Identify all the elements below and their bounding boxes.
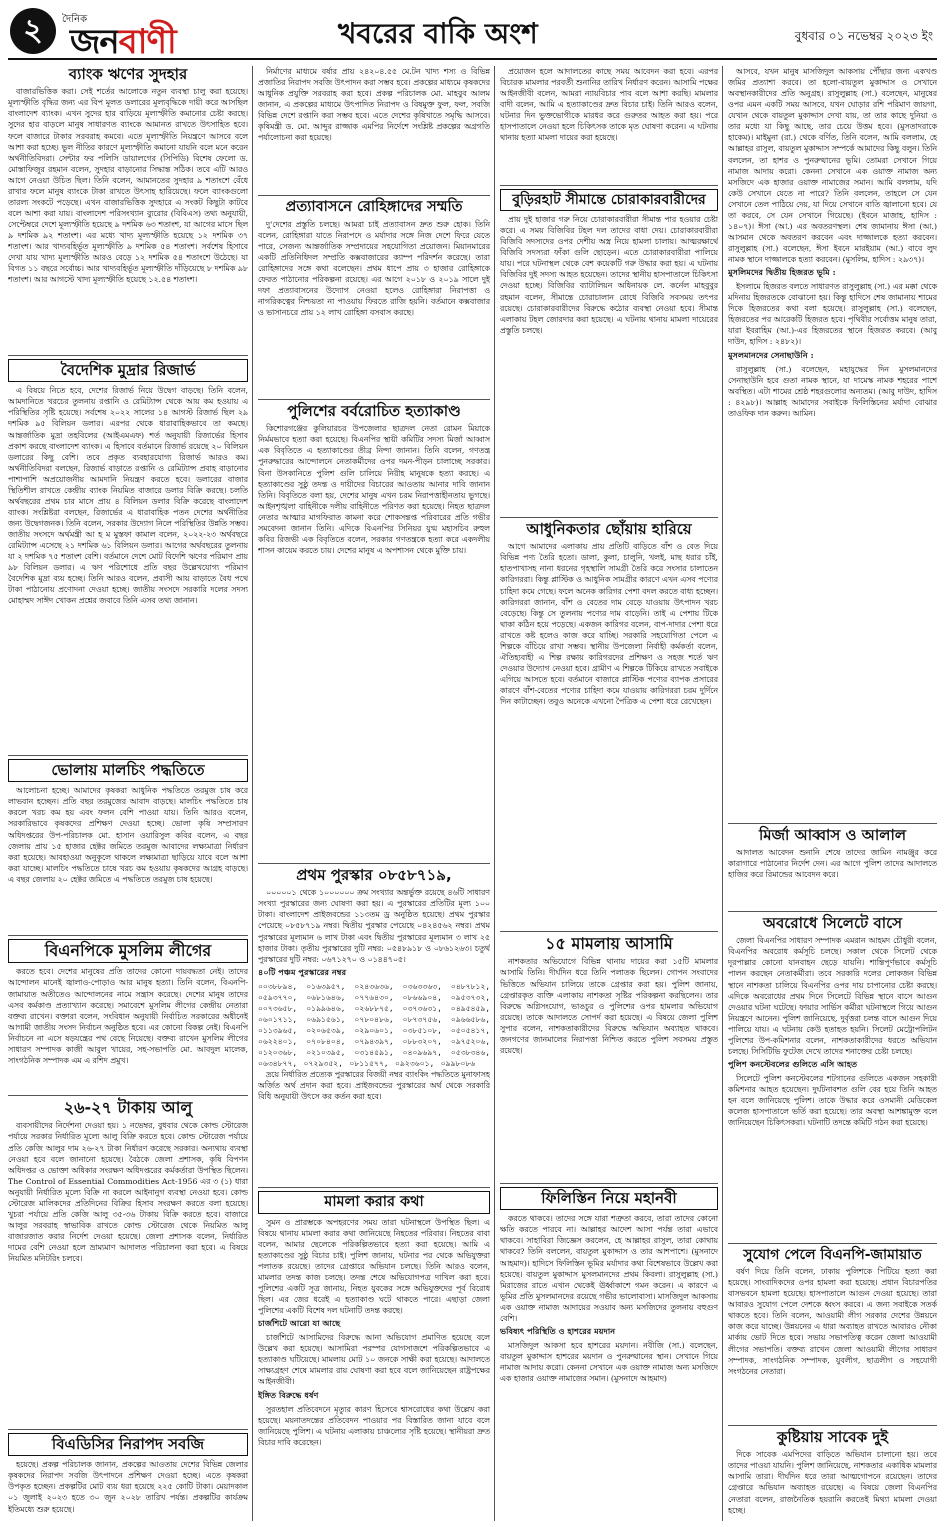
subheading: পুলিশ কনস্টেবলের গুলিতে এসি আহত	[728, 1058, 858, 1069]
story-rohingya	[258, 192, 490, 392]
logo-name-part1: জন	[70, 22, 119, 62]
headline: ব্যাংক ঋণের সুদহার	[68, 66, 188, 83]
subheading: মুসলমানদের সেনাছাউনি :	[728, 349, 814, 360]
story-body: দু'দেশের প্রস্তুতি চলছে। আমরা চাই প্রত্যাবাসন দ্রুত শুরু হোক। তিনি বলেন, রোহিঙ্গারা যাতে নিরাপদে ও মর্যাদার সঙ্গে নিজ দেশে ফিরে যেতে পারে, সেজন্য আন্তর্জাতিক সম্প্রদায়ের সহযোগিতা প্রয়োজন। মিয়ানমারের একটি প্রতিনিধিদল সম্প্রতি কক্সবাজারের ক্যাম্প পরিদর্শন করেছে। তারা রোহিঙ্গাদের সঙ্গে কথা বলেছেন। প্রথম ধাপে প্রায় ৩ হাজার রোহিঙ্গাকে ফেরত পাঠানোর পরিকল্পনা রয়েছে। এর আগে ২০১৮ ও ২০১৯ সালে দুই দফা প্রত্যাবাসনের উদ্যোগ নেওয়া হলেও রোহিঙ্গারা নিরাপত্তা ও নাগরিকত্বের নিশ্চয়তা না পাওয়ায় ফিরতে রাজি হয়নি। বর্তমানে কক্সবাজার ও ভাসানচরে প্রায় ১২ লাখ রোহিঙ্গা বসবাস করছে।	[258, 219, 490, 318]
subheading: ইঙ্গিত বিরুদ্ধে ধর্ষণ	[258, 1389, 319, 1400]
headline: অবরোধে সিলেটে বাসে	[762, 914, 903, 932]
story-body: প্রয়োজন হলে আদালতের কাছে সময় আবেদন করা হবে। এরপর বিচারক মামলার পরবর্তী শুনানির তারিখ নির্ধারণ করেন। আসামি পক্ষের আইনজীবী বলেন, আমরা ন্যায়বিচার পাব বলে আশা করছি। মামলার বাদী বলেন, আমি এ হত্যাকাণ্ডের দ্রুত বিচার চাই। তিনি আরও বলেন, ঘটনার দিন ভুক্তভোগীকে মারধর করে গুরুতর আহত করা হয়। পরে হাসপাতালে নেওয়া হলে চিকিৎসক তাকে মৃত ঘোষণা করেন। এ ঘটনায় থানায় হত্যা মামলা দায়ের করা হয়েছে।	[500, 67, 718, 143]
story-bank-interest	[8, 66, 248, 348]
section-title: খবরের বাকি অংশ	[338, 17, 538, 50]
story-case-filing	[258, 1184, 490, 1521]
story-potato-price	[8, 1092, 248, 1422]
column-divider	[494, 66, 495, 1521]
headline: ফিলিস্তিন নিয়ে মহানবী	[500, 1187, 718, 1210]
logo-name	[70, 16, 176, 73]
story-body: রাসুলুল্লাহ (সা.) বলেছেন, মহাযুদ্ধের দিন মুসলমানদের সেনাছাউনি হবে গুতা নামক স্থানে, যা দামেস্ক নামক শহরের পাশে অবস্থিত। এটা শামের শ্রেষ্ঠ শহরগুলোর অন্যতম। (আবু দাউদ, হাদিস : ৪২৯৮)। আল্লাহ আমাদের সবাইকে ফিলিস্তিনের মর্যাদা বোঝার তাওফিক দান করুন। আমিন।	[728, 364, 937, 418]
story-continued-vegetable	[258, 66, 490, 188]
logo-name-part2: বাণী	[118, 22, 176, 62]
story-body: আসবে, যখন মানুষ মাসজিদুল আকসায় পৌঁছার জন্য একখণ্ড জমির প্রত্যাশা করবে। তা হলো-বায়তুল মুকাদ্দাস ও সেখানে অবস্থানকারীদের প্রতি অনুগ্রহ। রাসুলুল্লাহ (সা.) বলেছেন, মানুষের ওপর এমন একটি সময় আসবে, যখন ঘোড়ার রশি পরিমাণ জায়গা, যেখান থেকে বায়তুল মুকাদ্দাস দেখা যায়, তা তার কাছে দুনিয়া ও তার মধ্যে যা কিছু আছে, তার চেয়ে উত্তম হবে। (মুসতাদরাকে হাকেম)। মাইমুনা (রা.) থেকে বর্ণিত, তিনি বলেন, আমি বললাম, হে আল্লাহর রাসুল, বায়তুল মুকাদ্দাস সম্পর্কে আমাদের কিছু বলুন। তিনি বললেন, তা হাশর ও পুনরুত্থানের ভূমি। তোমরা সেখানে গিয়ে নামাজ আদায় করো। কেননা সেখানে এক ওয়াক্ত নামাজ অন্য মসজিদে এক হাজার ওয়াক্ত নামাজের সমান। আমি বললাম, যদি কেউ সেখানে যেতে না পারে? তিনি বললেন, তাহলে সে যেন সেখানে তেল পাঠিয়ে দেয়, যা দিয়ে সেখানে বাতি জ্বালানো হবে। যে তা করবে, সে যেন সেখানে গিয়েছে। (ইবনে মাজাহ, হাদিস : ১৪০৭)। ঈসা (আ.) এর অবতরণস্থল। শেষ জামানায় ঈসা (আ.) আসমান থেকে অবতরণ করবেন এবং দাজ্জালকে হত্যা করবেন। রাসুলুল্লাহ (সা.) বলেছেন, ঈসা ইবনে মারইয়াম (আ.) বাবে লুদ নামক স্থানে দাজ্জালকে হত্যা করবেন। (মুসলিম, হাদিস : ২৯৩৭)।	[728, 67, 937, 265]
headline: বৈদেশিক মুদ্রার রিজার্ভ	[8, 359, 248, 382]
headline: ২৬-২৭ টাকায় আলু	[63, 1098, 193, 1117]
prize-list-heading: ৪০টি পঞ্চম পুরস্কারের নম্বর	[258, 966, 347, 977]
headline: মির্জা আব্বাস ও আলাল	[758, 826, 907, 844]
story-body: করতে হবে। দেশের মানুষের প্রতি তাদের কোনো দায়বদ্ধতা নেই। তাদের আন্দোলন মানেই জ্বালাও-পোড়াও আর মানুষ হত্যা। তিনি বলেন, বিএনপি-জামায়াত অতীতেও আন্দোলনের নামে সন্ত্রাস করেছে। দেশের মানুষ তাদের এসব কর্মকাণ্ড প্রত্যাখ্যান করেছে। সমাবেশে মুসলিম লীগের কেন্দ্রীয় নেতারা বক্তব্য রাখেন। বক্তারা বলেন, সংবিধান অনুযায়ী নির্বাচিত সরকারের অধীনেই আগামী জাতীয় সংসদ নির্বাচন অনুষ্ঠিত হবে। এর কোনো বিকল্প নেই। বিএনপি নির্বাচনে না এসে ষড়যন্ত্রের পথ বেছে নিয়েছে। বক্তব্য রাখেন মুসলিম লীগের সাধারণ সম্পাদক কাজী আবুল খায়ের, সহ-সভাপতি মো. আবদুল মালেক, সাংগঠনিক সম্পাদক এম এ রশিদ প্রমুখ।	[8, 967, 248, 1065]
column-divider	[722, 66, 723, 1521]
story-police-killing	[258, 396, 490, 856]
story-bhola-mulching	[8, 752, 248, 928]
story-bamboo-craft	[500, 514, 718, 924]
headline: ভোলায় মালচিং পদ্ধতিতে	[8, 759, 248, 782]
subheading: ভবিষ্যৎ পরিস্থিতি ও হাশরের ময়দান	[500, 1325, 616, 1336]
story-body: দ্রয়ে নির্ধারিত প্রত্যেক পুরস্কারের বিজয়ী নম্বর ব্যাংকিং পদ্ধতিতে মুনাফাসহ অর্জিত অর্থ প্রদান করা হবে। প্রাইজবন্ডের পুরস্কারের অর্থ থেকে সরকারি বিধি অনুযায়ী উৎসে কর কর্তন করা হবে।	[258, 1069, 490, 1101]
story-bnp-jamaat	[728, 1240, 937, 1418]
story-forex-reserve	[8, 352, 248, 748]
story-body: বাজারভিত্তিক করা। সেই শর্তের আলোকে নতুন ব্যবস্থা চালু করা হয়েছে। মূল্যস্ফীতি বৃদ্ধির জন্য এর বিপ মূলত ডলারের মূল্যবৃদ্ধিকে দায়ী করে আসছিল বাংলাদেশ ব্যাংক। এখন সুদের হার বাড়িয়ে মূল্যস্ফীতি কমানোর চেষ্টা করছে। সুদের হার বাড়লে মানুষ সাধারণত ব্যাংকে আমানত রাখতে উৎসাহিত হবে। ফলে বাজারে টাকার সরবরাহ কমবে। এতে মূল্যস্ফীতি নিয়ন্ত্রণে আসবে বলে আশা করা হচ্ছে। ভুল নীতির কারণে মূল্যস্ফীতি কমানো যায়নি বলে মনে করেন অর্থনীতিবিদরা। সেন্টার ফর পলিসি ডায়ালগের (সিপিডি) বিশেষ ফেলো ড. মোস্তাফিজুর রহমান বলেন, সুদহার বাড়ানোর সিদ্ধান্ত সঠিক। তবে এটি আরও আগে নেওয়া উচিত ছিল। তিনি বলেন, আমানতের সুদহার ৯ শতাংশে বেঁধে রাখার ফলে মানুষ ব্যাংকে টাকা রাখতে উৎসাহ হারিয়েছে। ফলে ব্যাংকগুলো তারল্য সংকটে পড়েছে। এখন বাজারভিত্তিক সুদহারে এ সংকট কিছুটা কাটবে বলে আশা করা যায়। বাংলাদেশ পরিসংখ্যান ব্যুরোর (বিবিএস) তথ্য অনুযায়ী, সেপ্টেম্বরে দেশে মূল্যস্ফীতি হয়েছে ৯ দশমিক ৬৩ শতাংশ, যা আগের মাসে ছিল ৯ দশমিক ৯২ শতাংশ। এর মধ্যে খাদ্য মূল্যস্ফীতি হয়েছে ১২ দশমিক ৩৭ শতাংশ। আর খাদ্যবহির্ভূত মূল্যস্ফীতি ৯ দশমিক ৫৪ শতাংশ। সর্বশেষ হিসাবে দেখা যায় খাদ্য মূল্যস্ফীতি আরও বেড়ে ১২ দশমিক ৫৪ শতাংশে উঠেছে। যা বিগত ১১ বছরে সর্বোচ্চ। আর খাদ্যবহির্ভূত মূল্যস্ফীতি দাঁড়িয়েছে ৮ দশমিক ৯৮ শতাংশ। আর আগস্টে খাদ্য মূল্যস্ফীতি হয়েছে ১২.৫৪ শতাংশ।	[8, 87, 248, 285]
prize-number-list: ০০৩৮৮৯৪, ০১৬৩৯৫৭, ০২৪৩৬৩৬, ০৩৬৩৩৬৩, ০৪৮৭৮১২, ০৫৯৩৭৭০, ০৬৮১৬৪৬, ০৭৭৬৪৩০, ০৮৬৬৯০৪, ০৯৫৩৭৩২, ০০৭৩৬৫৮, ০১৯৯৬৪৬, ০২৬৮৮৭৫, ০৩৭৩৬৩১, ০৪৯৫৪৫৯, ০৬০১৭১১, ০৬৯১৫৬১, ০৭৮০৪৮৬, ০৮৭৩৭৫৬, ০৯৬৬৫৮৬, ০১১৩৯৬৫, ০২০৬৫৩৯, ০২৯০৬০১, ০৩৮৫১০৮, ০৫০৫৪১৭, ০৬২২৪০১, ০৭০৮৪০৪, ০৭৯৪৩৯৭, ০৮৮৩২০৭, ০৯৭৫২০৬, ০১২০৩৬৮, ০২১০৩৯৫, ০৩১৪৫৯১, ০৪০৯৬৯৭, ০৫৩৮৩৪৬, ০৬৩৪৮৭৭, ০৭২৯৩৫২, ০৮১১৫৭৭, ০৯২৩৬০১, ০৯৯৮০৮৬	[258, 981, 490, 1068]
column-2	[258, 66, 490, 1521]
story-palestine-prophet	[500, 1180, 718, 1521]
story-continued-court	[500, 66, 718, 178]
story-body: ইসলামে হিজরত বলতে সাধারণত রাসুলুল্লাহ (সা.) এর মক্কা থেকে মদিনায় হিজরতকে বোঝানো হয়। কিন্তু হাদিসে শেষ জামানায় শামের দিকে হিজরতের কথা বলা হয়েছে। রাসুলুল্লাহ (সা.) বলেছেন, হিজরতের পর আরেকটি হিজরত হবে। পৃথিবীর সর্বোত্তম মানুষ তারা, যারা ইবরাহিম (আ.)-এর হিজরতের স্থানে হিজরত করবে। (আবু দাউদ, হাদিস : ২৪৮২)।	[728, 282, 937, 347]
story-border-smugglers	[500, 182, 718, 510]
story-body: বর্ষণ দিয়ে তিনি বলেন, ঢাকায় পুলিশকে পিটিয়ে হত্যা করা হয়েছে। সাংবাদিকদের ওপর হামলা করা হয়েছে। প্রধান বিচারপতির বাসভবনে হামলা হয়েছে। হাসপাতালে আগুন দেওয়া হয়েছে। তারা আবারও সুযোগ পেলে দেশকে ধ্বংস করবে। এ জন্য সবাইকে সতর্ক থাকতে হবে। তিনি বলেন, আওয়ামী লীগ সরকার দেশের উন্নয়নে কাজ করে যাচ্ছে। উন্নয়নের এ ধারা অব্যাহত রাখতে আবারও নৌকা মার্কায় ভোট দিতে হবে। সভায় সভাপতিত্ব করেন জেলা আওয়ামী লীগের সভাপতি। বক্তব্য রাখেন জেলা আওয়ামী লীগের সাধারণ সম্পাদক, সাংগঠনিক সম্পাদক, যুবলীগ, ছাত্রলীগ ও সহযোগী সংগঠনের নেতারা।	[728, 1267, 937, 1376]
headline: আধুনিকতার ছোঁয়ায় হারিয়ে	[526, 520, 692, 538]
headline: মামলা করার কথা	[258, 1191, 490, 1214]
story-body: সুরতহাল প্রতিবেদনে মৃত্যুর কারণ হিসেবে শ্বাসরোধের কথা উল্লেখ করা হয়েছে। ময়নাতদন্তের প্রতিবেদন পাওয়ার পর বিস্তারিত জানা যাবে বলে জানিয়েছে পুলিশ। এ ঘটনায় এলাকায় চাঞ্চল্যের সৃষ্টি হয়েছে। স্থানীয়রা দ্রুত বিচার দাবি করেছেন।	[258, 1404, 490, 1447]
headline: প্রত্যাবাসনে রোহিঙ্গাদের সম্মতি	[285, 199, 463, 215]
story-15-cases	[500, 928, 718, 1176]
story-body: ব্যবসায়ীদের নির্দেশনা দেওয়া হয়। ১ নভেম্বর, বুধবার থেকে কোল্ড স্টোরেজ পর্যায়ে সরকার নির্ধারিত মূল্যে আলু বিক্রি করতে হবে। কোল্ড স্টোরেজ পর্যায়ে প্রতি কেজি আলুর দাম ২৬-২৭ টাকা নির্ধারণ করেছে সরকার। অন্যথায় ব্যবস্থা নেওয়া হবে বলে জানানো হয়েছে। বৈঠকে জেলা প্রশাসক, কৃষি বিপণন অধিদপ্তর ও ভোক্তা অধিকার সংরক্ষণ অধিদপ্তরের কর্মকর্তারা উপস্থিত ছিলেন। The Control of Essential Commodities Act-1956 এর ৩ (১) ধারা অনুযায়ী নির্ধারিত মূল্যে বিক্রি না করলে আইনানুগ ব্যবস্থা নেওয়া হবে। কোল্ড স্টোরেজ মালিকদের প্রতিদিনের বিক্রির হিসাব সংরক্ষণ করতে বলা হয়েছে। খুচরা পর্যায়ে প্রতি কেজি আলু ৩৫-৩৬ টাকায় বিক্রি করতে হবে। বাজারে আলুর সরবরাহ স্বাভাবিক রাখতে কোল্ড স্টোরেজ থেকে নিয়মিত আলু বাজারজাত করার নির্দেশ দেওয়া হয়েছে। জেলা প্রশাসক বলেন, নির্ধারিত দামের বেশি নেওয়া হলে ভ্রাম্যমাণ আদালত পরিচালনা করা হবে। এ বিষয়ে নিয়মিত মনিটরিং চলবে।	[8, 1121, 248, 1264]
story-body: আদালত আবেদন শুনানি শেষে তাদের জামিন নামঞ্জুর করে কারাগারে পাঠানোর নির্দেশ দেন। এর আগে পুলিশ তাদের আদালতে হাজির করে রিমান্ডের আবেদন করে।	[728, 848, 937, 880]
publication-date: বুধবার ০১ নভেম্বর ২০২৩ ইং	[794, 29, 933, 43]
headline: প্রথম পুরস্কার ০৮৫৮৭১৯,	[296, 866, 452, 884]
story-body: করতে থাকবে। তাদের সঙ্গে যারা শত্রুতা করবে, তারা তাদের কোনো ক্ষতি করতে পারবে না। আল্লাহর আদেশ আসা পর্যন্ত তারা এভাবে থাকবে। সাহাবিরা জিজ্ঞেস করলেন, হে আল্লাহর রাসুল, তারা কোথায় থাকবে? তিনি বললেন, বায়তুল মুকাদ্দাস ও তার আশপাশে। (মুসনাদে আহমাদ)। হাদিসে ফিলিস্তিন ভূমির মর্যাদার কথা বিশেষভাবে উল্লেখ করা হয়েছে। বায়তুল মুকাদ্দাস মুসলমানদের প্রথম কিবলা। রাসুলুল্লাহ (সা.) মিরাজের রাতে এখান থেকেই ঊর্ধ্বাকাশে গমন করেন। এ কারণে এ ভূমির প্রতি মুসলমানদের রয়েছে গভীর ভালোবাসা। মাসজিদুল আকসায় এক ওয়াক্ত নামাজ আদায়ের সওয়াব অন্য মসজিদের তুলনায় বহুগুণ বেশি।	[500, 1214, 718, 1323]
headline: বুড়িরহাট সীমান্তে চোরাকারবারীদের	[500, 189, 718, 211]
headline: সুযোগ পেলে বিএনপি-জামায়াত	[743, 1247, 922, 1263]
story-continued-palestine	[728, 66, 937, 816]
story-muslim-league	[8, 932, 248, 1088]
subheading: মুসলিমদের দ্বিতীয় হিজরত ভূমি :	[728, 267, 836, 278]
story-body: সিলেটে পুলিশ কনস্টেবলের শটগানের গুলিতে একজন সহকারী কমিশনার আহত হয়েছেন। দুর্ঘটনাবশত গুলি বের হয়ে তিনি আহত হন বলে জানিয়েছে পুলিশ। তাকে উদ্ধার করে ওসমানী মেডিকেল কলেজ হাসপাতালে ভর্তি করা হয়েছে। তার অবস্থা আশঙ্কামুক্ত বলে জানিয়েছেন চিকিৎসকরা। ঘটনাটি তদন্তে কমিটি গঠন করা হয়েছে।	[728, 1073, 937, 1128]
column-3	[500, 66, 718, 1521]
column-1	[8, 66, 248, 1521]
column-4	[728, 66, 937, 1521]
story-body: আলোচনা হচ্ছে। আমাদের কৃষকরা আধুনিক পদ্ধতিতে তরমুজ চাষ করে লাভবান হচ্ছেন। প্রতি বছর তরমুজের আবাদ বাড়ছে। মালচিং পদ্ধতিতে চাষ করলে খরচ কম হয় এবং ফলন বেশি পাওয়া যায়। তিনি আরও বলেন, সরকারিভাবে কৃষকদের প্রশিক্ষণ দেওয়া হচ্ছে। ভোলা কৃষি সম্প্রসারণ অধিদপ্তরের উপ-পরিচালক মো. হাসান ওয়ারিসুল কবির বলেন, এ বছর জেলায় প্রায় ১৫ হাজার হেক্টর জমিতে তরমুজ আবাদের লক্ষ্যমাত্রা নির্ধারণ করা হয়েছে। আবহাওয়া অনুকূলে থাকলে লক্ষ্যমাত্রা ছাড়িয়ে যাবে বলে আশা করা যাচ্ছে। মালচিং পদ্ধতিতে চাষে খরচ কম হওয়ায় কৃষকদের আগ্রহ বাড়ছে। এ বছর জেলায় ২০ হেক্টর জমিতে এ পদ্ধতিতে তরমুজ চাষ হয়েছে।	[8, 786, 248, 884]
story-body: নাশকতার অভিযোগে বিভিন্ন থানায় দায়ের করা ১৫টি মামলার আসামি তিনি। দীর্ঘদিন ধরে তিনি পলাতক ছিলেন। গোপন সংবাদের ভিত্তিতে অভিযান চালিয়ে তাকে গ্রেপ্তার করা হয়। পুলিশ জানায়, গ্রেপ্তারকৃত ব্যক্তি এলাকায় নাশকতা সৃষ্টির পরিকল্পনা করছিলেন। তার বিরুদ্ধে অগ্নিসংযোগ, ভাঙচুর ও পুলিশের ওপর হামলার অভিযোগ রয়েছে। তাকে আদালতে সোপর্দ করা হয়েছে। এ বিষয়ে জেলা পুলিশ সুপার বলেন, নাশকতাকারীদের বিরুদ্ধে অভিযান অব্যাহত থাকবে। জনগণের জানমালের নিরাপত্তা নিশ্চিত করতে পুলিশ সবসময় প্রস্তুত রয়েছে।	[500, 957, 718, 1055]
subheading: চার্জশিটে আরো যা আছে	[258, 1318, 341, 1329]
story-body: প্রায় দুই হাজার গরু নিয়ে চোরাকারবারীরা সীমান্ত পার হওয়ার চেষ্টা করে। এ সময় বিজিবির টহল দল তাদের বাধা দেয়। চোরাকারবারীরা বিজিবি সদস্যদের ওপর দেশীয় অস্ত্র নিয়ে হামলা চালায়। আত্মরক্ষার্থে বিজিবি সদস্যরা ফাঁকা গুলি ছোড়েন। এতে চোরাকারবারীরা পালিয়ে যায়। পরে ঘটনাস্থল থেকে বেশ কয়েকটি গরু উদ্ধার করা হয়। এ ঘটনায় বিজিবির দুই সদস্য আহত হয়েছেন। তাদের স্থানীয় হাসপাতালে চিকিৎসা দেওয়া হচ্ছে। বিজিবির ব্যাটালিয়ন অধিনায়ক লে. কর্নেল মাহবুবুর রহমান বলেন, সীমান্তে চোরাচালান রোধে বিজিবি সবসময় তৎপর রয়েছে। চোরাকারবারীদের বিরুদ্ধে কঠোর ব্যবস্থা নেওয়া হবে। সীমান্ত এলাকায় টহল জোরদার করা হয়েছে। এ ঘটনায় থানায় মামলা দায়েরের প্রস্তুতি চলছে।	[500, 215, 718, 335]
story-prize-bond	[258, 860, 490, 1180]
masthead	[8, 6, 937, 60]
story-kushtia-former	[728, 1422, 937, 1521]
headline: ১৫ মামলায় আসামি	[545, 934, 673, 953]
column-divider	[252, 66, 253, 1521]
story-body: নির্মাণের মাধ্যমে বর্ষার প্রায় ২৪২০৪.৫৫ মে.টন খাদ্য শস্য ও বিভিন্ন প্রজাতির নিরাপদ সবজি উৎপাদন করা সম্ভব হবে। প্রকল্পের মাধ্যমে কৃষকদের আধুনিক প্রযুক্তি সরবরাহ করা হবে। প্রকল্প পরিচালক মো. মাহবুব আলম জানান, এ প্রকল্পের মাধ্যমে উৎপাদিত নিরাপদ ও বিষমুক্ত ফুল, ফল, সবজি বিভিন্ন দেশে রপ্তানি করা সম্ভব হবে। এতে দেশের কৃষিখাতে সমৃদ্ধি আসবে। কৃষিমন্ত্রী ড. মো. আব্দুর রাজ্জাক এমপির নির্দেশে সংশ্লিষ্ট প্রকল্পের অগ্রগতি পর্যালোচনা করা হয়েছে।	[258, 67, 490, 143]
story-body: জেলা বিএনপির সাধারণ সম্পাদক এমরান আহমদ চৌধুরী বলেন, বিএনপির অবরোধ কর্মসূচি চলছে। সকাল থেকে সিলেট থেকে দূরপাল্লার কোনো যানবাহন ছেড়ে যায়নি। শান্তিপূর্ণভাবে কর্মসূচি পালন করছেন নেতাকর্মীরা। তবে সরকারি দলের লোকজন বিভিন্ন স্থানে নাশকতা চালিয়ে বিএনপির ওপর দায় চাপানোর চেষ্টা করছে। এদিকে অবরোধের প্রথম দিনে সিলেটে বিভিন্ন স্থানে বাসে আগুন দেওয়ার ঘটনা ঘটেছে। ফায়ার সার্ভিস কর্মীরা ঘটনাস্থলে গিয়ে আগুন নিয়ন্ত্রণে আনেন। পুলিশ জানিয়েছে, দুর্বৃত্তরা চলন্ত বাসে আগুন দিয়ে পালিয়ে যায়। এ ঘটনায় কেউ হতাহত হয়নি। সিলেট মেট্রোপলিটন পুলিশের উপ-কমিশনার বলেন, নাশকতাকারীদের ধরতে অভিযান চলছে। সিসিটিভি ফুটেজ দেখে তাদের শনাক্তের চেষ্টা চলছে।	[728, 936, 937, 1056]
story-body: মাসজিদুল আকসা হবে হাশরের ময়দান। নবীজি (সা.) বলেছেন, বায়তুল মুকাদ্দাস হাশরের ময়দান ও পুনরুত্থানের স্থান। সেখানে গিয়ে নামাজ আদায় করো। কেননা সেখানে এক ওয়াক্ত নামাজ অন্য মসজিদে এক হাজার ওয়াক্ত নামাজের সমান। (মুসনাদে আহমাদ)	[500, 1340, 718, 1384]
story-body: চার্জশিটে আসামিদের বিরুদ্ধে আনা অভিযোগ প্রমাণিত হয়েছে বলে উল্লেখ করা হয়েছে। আসামিরা পরস্পর যোগসাজশে পরিকল্পিতভাবে এ হত্যাকাণ্ড ঘটিয়েছে। মামলায় মোট ১০ জনকে সাক্ষী করা হয়েছে। আদালতে সাক্ষ্যগ্রহণ শেষে মামলার রায় ঘোষণা করা হবে বলে জানিয়েছেন রাষ্ট্রপক্ষের আইনজীবী।	[258, 1333, 490, 1387]
logo-daily-label: দৈনিক	[62, 14, 88, 25]
headline: বিএডিসির নিরাপদ সবজি	[8, 1433, 248, 1456]
headline: পুলিশের বর্বরোচিত হত্যাকাণ্ড	[287, 402, 461, 420]
story-sylhet-blockade	[728, 908, 937, 1236]
page-number: ২	[10, 8, 56, 54]
story-body: হয়েছে। প্রকল্প পরিচালক জানান, প্রকল্পের আওতায় দেশের বিভিন্ন জেলার কৃষকদের নিরাপদ সবজি উৎপাদনে প্রশিক্ষণ দেওয়া হচ্ছে। এতে কৃষকরা উপকৃত হচ্ছেন। প্রকল্পটির মোট ব্যয় ধরা হয়েছে ২২৫ কোটি টাকা। মেয়াদকাল ০১ জুলাই ২০২৩ হতে ৩০ জুন ২০২৮ তারিখ পর্যন্ত। প্রকল্পটির কার্যক্রম ইতিমধ্যে শুরু হয়েছে।	[8, 1460, 248, 1514]
story-body: এ বিষয়ে নিতে হবে, দেশের রিজার্ভ নিয়ে উদ্বেগ বাড়ছে। তিনি বলেন, আমদানিতে খরচের তুলনায় রপ্তানি ও রেমিট্যান্স থেকে আয় কম হওয়ায় এ পরিস্থিতির সৃষ্টি হয়েছে। সর্বশেষ ২০২২ সালের ১৪ আগস্ট রিজার্ভ ছিল ২৯ দশমিক ৯৫ বিলিয়ন ডলার। এরপর থেকে ধারাবাহিকভাবে তা কমছে। আন্তর্জাতিক মুদ্রা তহবিলের (আইএমএফ) শর্ত অনুযায়ী রিজার্ভের হিসাব প্রকাশ করছে বাংলাদেশ ব্যাংক। এ হিসাবে বর্তমানে রিজার্ভ রয়েছে ২০ বিলিয়ন ডলারের কিছু বেশি। তবে প্রকৃত ব্যবহারযোগ্য রিজার্ভ আরও কম। অর্থনীতিবিদরা বলছেন, রিজার্ভ বাড়াতে রপ্তানি ও রেমিট্যান্স প্রবাহ বাড়ানোর পাশাপাশি অপ্রয়োজনীয় আমদানি নিয়ন্ত্রণ করতে হবে। ডলারের বাজার স্থিতিশীল রাখতে কেন্দ্রীয় ব্যাংক নিয়মিত বাজারে ডলার বিক্রি করছে। চলতি অর্থবছরের প্রথম চার মাসে প্রায় ৪ বিলিয়ন ডলার বিক্রি করেছে বাংলাদেশ ব্যাংক। সংশ্লিষ্টরা বলছেন, রিজার্ভের এ ধারাবাহিক পতন দেশের অর্থনীতির জন্য উদ্বেগজনক। তিনি বলেন, সরকার উদ্যোগ নিলে পরিস্থিতির উন্নতি সম্ভব। জাতীয় সংসদে অর্থমন্ত্রী আ হ ম মুস্তফা কামাল বলেন, ২০২২-২৩ অর্থবছরে রেমিট্যান্স এসেছে ২১ দশমিক ৬১ বিলিয়ন ডলার। আগের অর্থবছরের তুলনায় যা ২ দশমিক ৭৫ শতাংশ বেশি। বর্তমানে দেশে মোট বিদেশি ঋণের পরিমাণ প্রায় ৯৮ বিলিয়ন ডলার। এ ঋণ পরিশোধে প্রতি বছর উল্লেখযোগ্য পরিমাণ বৈদেশিক মুদ্রা ব্যয় হচ্ছে। তিনি আরও বলেন, প্রবাসী আয় বাড়াতে বৈধ পথে টাকা পাঠানোয় প্রণোদনা দেওয়া হচ্ছে। জাতীয় সংসদে সরকারি দলের সদস্য মোহাম্মদ সাঈদ খোকন প্রশ্নের জবাবে তিনি এসব তথ্য জানান।	[8, 386, 248, 606]
headline: বিএনপিকে মুসলিম লীগের	[8, 939, 248, 963]
story-body: সুমন ও প্রারম্ভকে অপহরণের সময় তারা ঘটনাস্থলে উপস্থিত ছিল। এ বিষয়ে থানায় মামলা করার কথা জানিয়েছে নিহতের পরিবার। নিহতের বাবা বলেন, আমার ছেলেকে পরিকল্পিতভাবে হত্যা করা হয়েছে। আমি এ হত্যাকাণ্ডের সুষ্ঠু বিচার চাই। পুলিশ জানায়, ঘটনার পর থেকে অভিযুক্তরা পলাতক রয়েছে। তাদের গ্রেপ্তারে অভিযান চলছে। তিনি আরও বলেন, মামলার তদন্ত কাজ চলছে। তদন্ত শেষে অভিযোগপত্র দাখিল করা হবে। পুলিশের একটি সূত্র জানায়, নিহত যুবকের সঙ্গে অভিযুক্তদের পূর্ব বিরোধ ছিল। এর জের ধরেই এ হত্যাকাণ্ড ঘটে থাকতে পারে। এছাড়া জেলা পুলিশের একটি বিশেষ দল ঘটনাটি তদন্ত করছে।	[258, 1217, 490, 1316]
story-badc-vegetable	[8, 1426, 248, 1521]
story-body: কিশোরগঞ্জের কুলিয়ারচর উপজেলার ছাত্রদল নেতা রোমন মিয়াকে নির্মমভাবে হত্যা করা হয়েছে। বিএনপির স্থায়ী কমিটির সদস্য মির্জা আব্বাস এক বিবৃতিতে এ হত্যাকাণ্ডের তীব্র নিন্দা জানান। তিনি বলেন, গণতন্ত্র পুনরুদ্ধারের আন্দোলনে নেতাকর্মীদের ওপর দমন-পীড়ন চালাচ্ছে সরকার। বিনা উসকানিতে পুলিশ গুলি চালিয়ে নিরীহ মানুষকে হত্যা করছে। এ হত্যাকাণ্ডের সুষ্ঠু তদন্ত ও দায়ীদের বিচারের আওতায় আনার দাবি জানান তিনি। বিবৃতিতে বলা হয়, দেশের মানুষ এখন চরম নিরাপত্তাহীনতায় ভুগছে। আইনশৃঙ্খলা বাহিনীকে দলীয় বাহিনীতে পরিণত করা হয়েছে। নিহত ছাত্রদল নেতার আত্মার মাগফিরাত কামনা করে শোকসন্তপ্ত পরিবারের প্রতি গভীর সমবেদনা জানান তিনি। এদিকে বিএনপির সিনিয়র যুগ্ম মহাসচিব রুহুল কবির রিজভী এক বিবৃতিতে বলেন, সরকার গণতন্ত্রকে হত্যা করে একদলীয় শাসন কায়েম করতে চায়। দেশের মানুষ এ অপশাসন থেকে মুক্তি চায়।	[258, 424, 490, 555]
story-body: ০০০০০১ থেকে ১০০০০০০ ক্রম সংখ্যার অন্তর্ভুক্ত রয়েছে ৪৬টি সাধারণ সংখ্যা পুরস্কারের জন্য ঘোষণা করা হয়। এ পুরস্কারের প্রতিটির মূল্য ১০০ টাকা। বাংলাদেশ প্রাইজবন্ডের ১১৩তম ড্র অনুষ্ঠিত হয়েছে। প্রথম পুরস্কার পেয়েছে ০৮৫৮৭১৯ নম্বর। দ্বিতীয় পুরস্কার পেয়েছে ০৪২৪৫৬২ নম্বর। প্রথম পুরস্কারের মূল্যমান ৬ লাখ টাকা এবং দ্বিতীয় পুরস্কারের মূল্যমান ৩ লাখ ২৫ হাজার টাকা। তৃতীয় পুরস্কারের দুটি নম্বর: ০৫৪৮৯১৮ ও ০৮৬১২৬৩। চতুর্থ পুরস্কারের দুটি নম্বর: ০৬৭১২৭০ ও ০১৪৪৭০৫।	[258, 888, 490, 964]
story-mirza-abbas	[728, 820, 937, 904]
story-body: দিকে সাবেক এমপিদের বাড়িতে অভিযান চালানো হয়। তবে তাদের পাওয়া যায়নি। পুলিশ জানিয়েছে, নাশকতার একাধিক মামলার আসামি তারা। দীর্ঘদিন ধরে তারা আত্মগোপনে রয়েছেন। তাদের গ্রেপ্তারে অভিযান অব্যাহত রয়েছে। এ বিষয়ে জেলা বিএনপির নেতারা বলেন, রাজনৈতিক হয়রানি করতেই মিথ্যা মামলা দেওয়া হচ্ছে।	[728, 1450, 937, 1515]
headline: কুষ্টিয়ায় সাবেক দুই	[776, 1428, 889, 1446]
story-body: আগে আমাদের এলাকায় প্রায় প্রতিটি বাড়িতে বাঁশ ও বেত দিয়ে বিভিন্ন পণ্য তৈরি হতো। ডালা, কুলা, চালুনি, খলই, মাছ ধরার চাঁই, হাতপাখাসহ নানা ধরনের গৃহস্থালি সামগ্রী তৈরি করে সংসার চালাতেন কারিগররা। কিন্তু প্লাস্টিক ও আধুনিক সামগ্রীর কারণে এখন এসব পণ্যের চাহিদা কমে গেছে। ফলে অনেক কারিগর পেশা বদল করতে বাধ্য হচ্ছেন। কারিগররা জানান, বাঁশ ও বেতের দাম বেড়ে যাওয়ায় উৎপাদন খরচ বেড়েছে। কিন্তু সে তুলনায় পণ্যের দাম বাড়েনি। তাই এ পেশায় টিকে থাকা কঠিন হয়ে পড়েছে। একজন কারিগর বলেন, বাপ-দাদার পেশা ধরে রাখতে কষ্ট হলেও কাজ করে যাচ্ছি। সরকারি সহযোগিতা পেলে এ শিল্পকে বাঁচিয়ে রাখা সম্ভব। স্থানীয় উপজেলা নির্বাহী কর্মকর্তা বলেন, ঐতিহ্যবাহী এ শিল্প রক্ষায় কারিগরদের প্রশিক্ষণ ও সহজ শর্তে ঋণ দেওয়ার উদ্যোগ নেওয়া হবে। গ্রামীণ এ শিল্পকে টিকিয়ে রাখতে সবাইকে এগিয়ে আসতে হবে। বর্তমানে বাজারে প্লাস্টিক পণ্যের ব্যাপক প্রসারের কারণে বাঁশ-বেতের পণ্যের চাহিদা কমে যাওয়ায় কারিগররা চরম দুর্দিনে দিন কাটাচ্ছেন। তবুও অনেকে এখনো পৈত্রিক এ পেশা ধরে রেখেছেন।	[500, 542, 718, 707]
